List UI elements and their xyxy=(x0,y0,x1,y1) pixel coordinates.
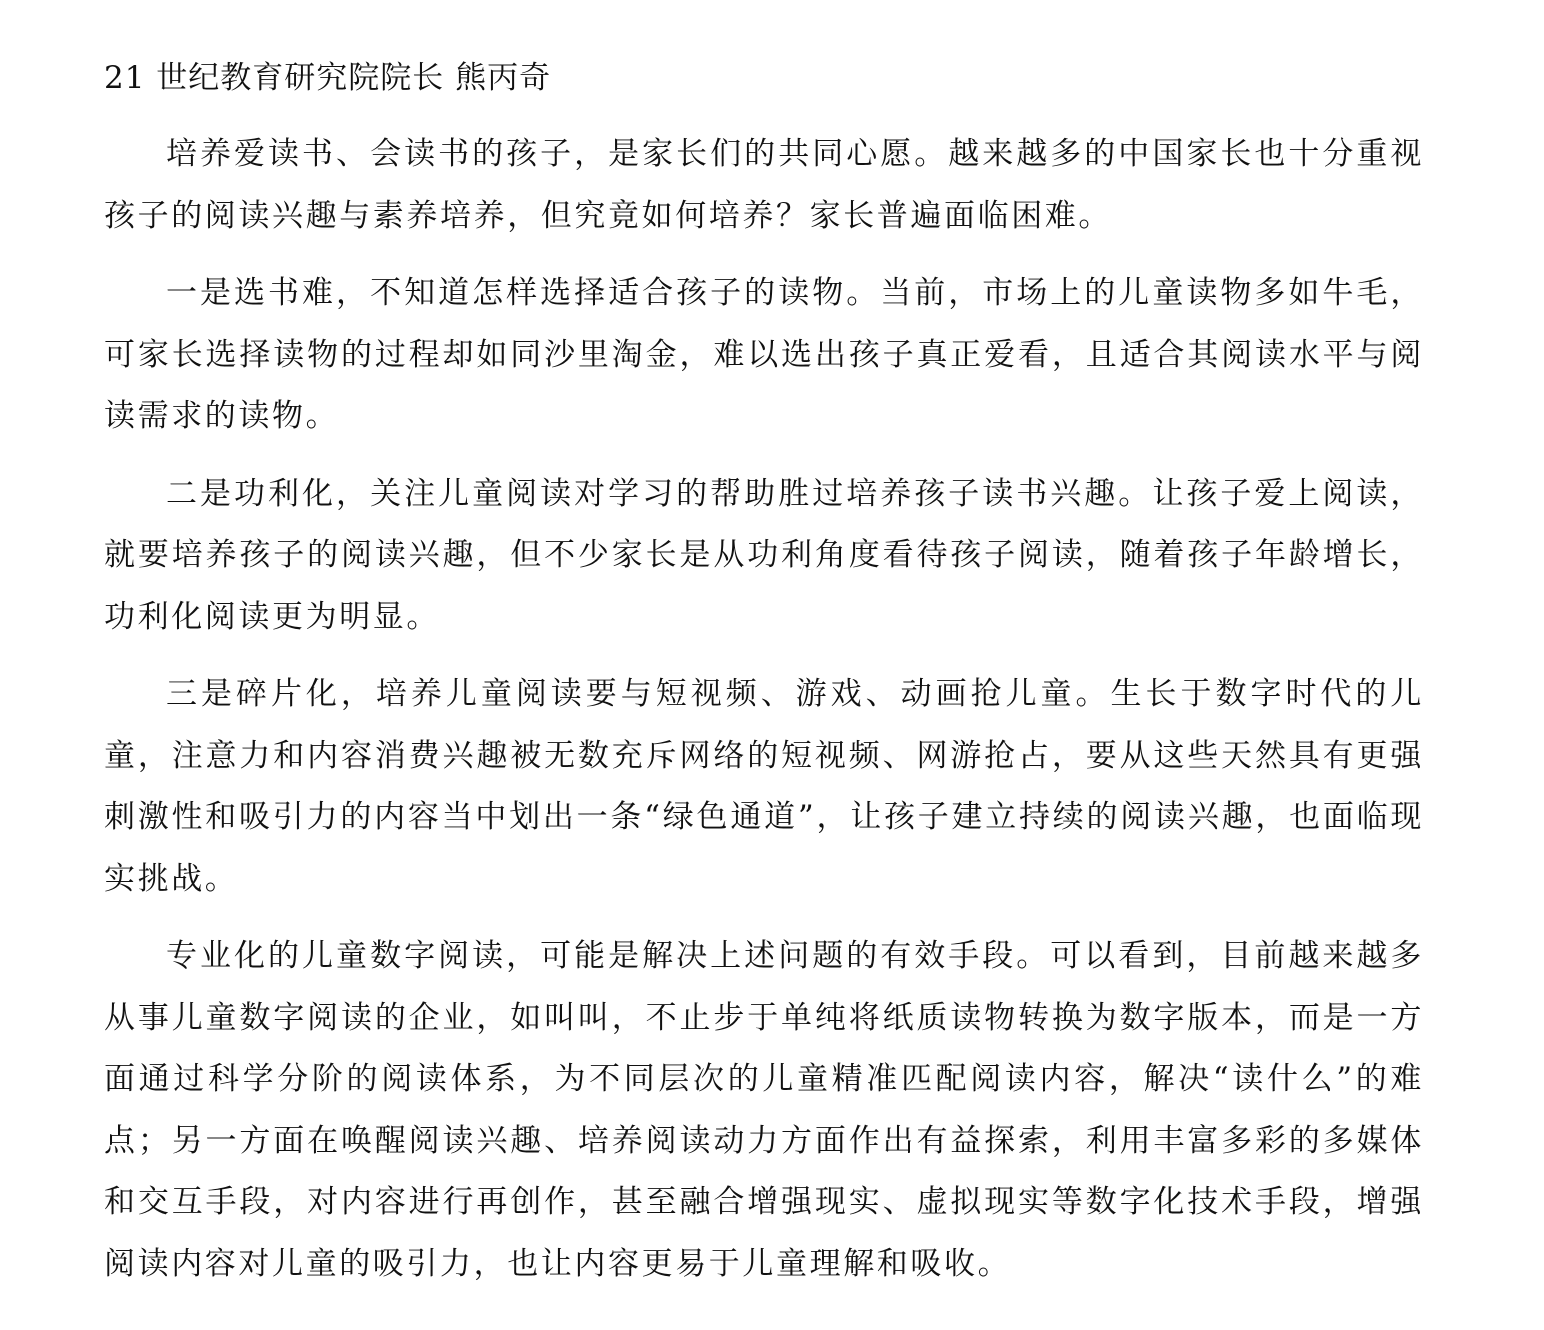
author-heading: 21 世纪教育研究院院长 熊丙奇 xyxy=(104,60,552,96)
paragraph-book-selection: 一是选书难，不知道怎样选择适合孩子的读物。当前，市场上的儿童读物多如牛毛，可家长选择读物的过程却如同沙里淘金，难以选出孩子真正爱看，且适合其阅读水平与阅读需求的读物。 xyxy=(104,275,1424,434)
paragraph-intro: 培养爱读书、会读书的孩子，是家长们的共同心愿。越来越多的中国家长也十分重视孩子的阅读兴趣与素养培养，但究竟如何培养？家长普遍面临困难。 xyxy=(104,136,1424,234)
paragraph-digital-reading: 专业化的儿童数字阅读，可能是解决上述问题的有效手段。可以看到，目前越来越多从事儿童数字阅读的企业，如叫叫，不止步于单纯将纸质读物转换为数字版本，而是一方面通过科学分阶的阅读体系，为不同层次的儿童精准匹配阅读内容，解决“读什么”的难点；另一方面在唤醒阅读兴趣、培养阅读动力方面作出有益探索，利用丰富多彩的多媒体和交互手段，对内容进行再创作，甚至融合增强现实、虚拟现实等数字化技术手段，增强阅读内容对儿童的吸引力，也让内容更易于儿童理解和吸收。 xyxy=(104,938,1424,1282)
document-page xyxy=(104,50,1424,1311)
paragraph-utilitarian: 二是功利化，关注儿童阅读对学习的帮助胜过培养孩子读书兴趣。让孩子爱上阅读，就要培养孩子的阅读兴趣，但不少家长是从功利角度看待孩子阅读，随着孩子年龄增长，功利化阅读更为明显。 xyxy=(104,475,1424,635)
paragraph-fragmentation: 三是碎片化，培养儿童阅读要与短视频、游戏、动画抢儿童。生长于数字时代的儿童，注意力和内容消费兴趣被无数充斥网络的短视频、网游抢占，要从这些天然具有更强刺激性和吸引力的内容当中划出一条“绿色通道”，让孩子建立持续的阅读兴趣，也面临现实挑战。 xyxy=(104,676,1424,897)
